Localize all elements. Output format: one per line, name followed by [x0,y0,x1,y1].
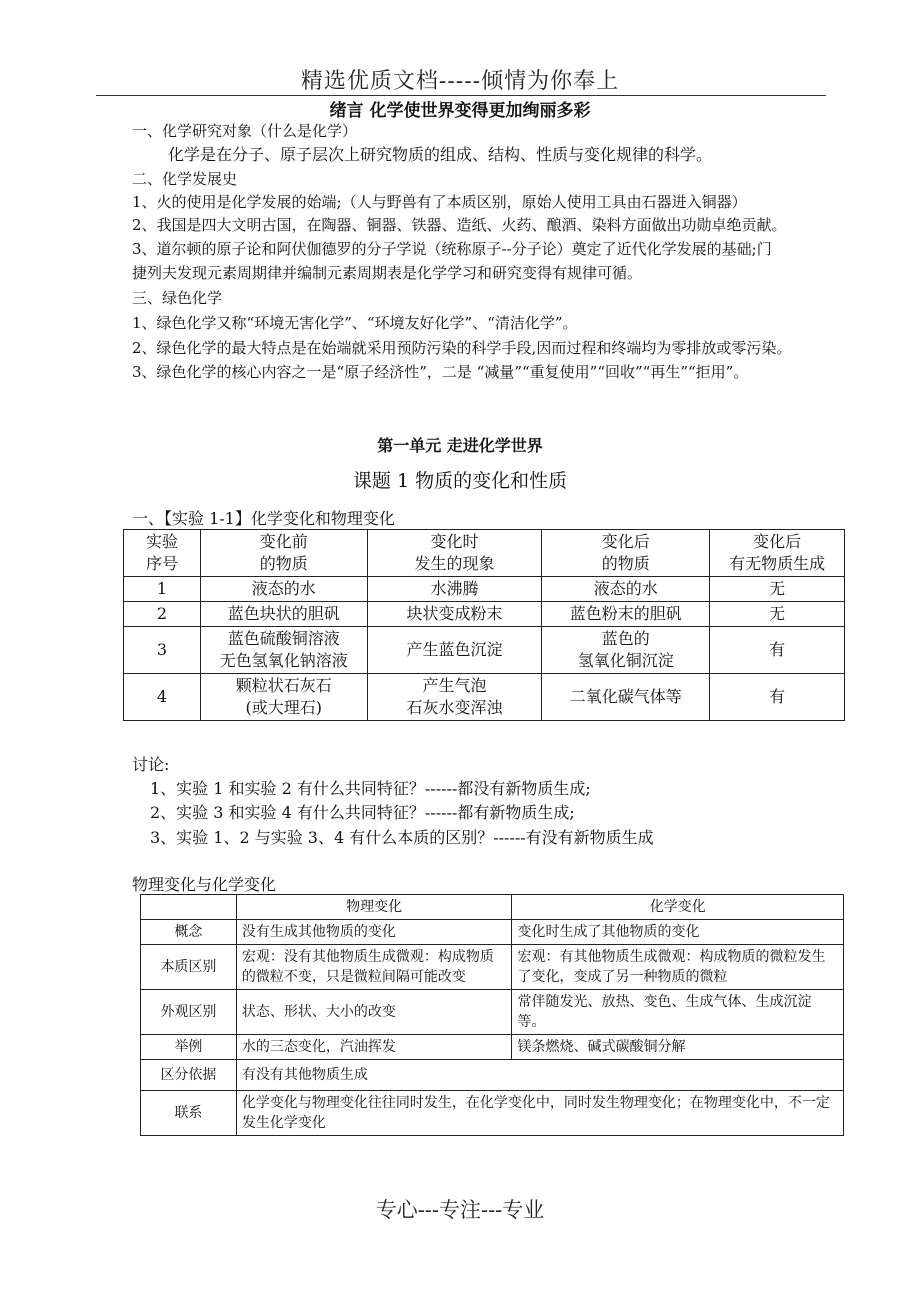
table-cell: 没有生成其他物质的变化 [236,920,512,945]
table-cell: 有 [710,674,845,721]
table-header-cell: 物理变化 [236,895,512,920]
row-label: 举例 [141,1035,237,1060]
row-label: 本质区别 [141,945,237,990]
table-cell: 状态、形状、大小的改变 [236,990,512,1035]
list-item: 捷列夫发现元素周期律并编制元素周期表是化学学习和研究变得有规律可循。 [132,264,643,282]
table-header-cell: 化学变化 [512,895,844,920]
list-item: 2、绿色化学的最大特点是在始端就采用预防污染的科学手段,因而过程和终端均为零排放或零污染。 [132,339,792,357]
list-item: 1、火的使用是化学发展的始端;（人与野兽有了本质区别，原始人使用工具由石器进入铜器） [132,193,747,211]
table-cell: 常伴随发光、放热、变色、生成气体、生成沉淀等。 [512,990,844,1035]
discussion-item: 2、实验 3 和实验 4 有什么共同特征？------都有新物质生成; [150,803,575,822]
table-header-cell: 变化前 的物质 [200,530,367,577]
table-cell: 宏观：有其他物质生成微观：构成物质的微粒发生了变化，变成了另一种物质的微粒 [512,945,844,990]
experiment-label: 一、【实验 1-1】化学变化和物理变化 [132,509,395,528]
table-cell: 变化时生成了其他物质的变化 [512,920,844,945]
table-cell: 化学变化与物理变化往往同时发生，在化学变化中，同时发生物理变化；在物理变化中，不一定发生化学变化 [236,1091,843,1136]
unit-title: 第一单元 走进化学世界 [377,436,543,455]
table-row [124,577,845,602]
table-row [141,1091,844,1136]
row-label: 外观区别 [141,990,237,1035]
table-cell: 水的三态变化，汽油挥发 [236,1035,512,1060]
table-header-cell: 变化后 的物质 [542,530,710,577]
discussion-item: 3、实验 1、2 与实验 3、4 有什么本质的区别？------有没有新物质生成 [150,828,654,847]
list-item: 3、绿色化学的核心内容之一是“原子经济性”，二是 “减量”“重复使用”“回收”“再生”“拒用”。 [132,363,749,381]
table-cell: 镁条燃烧、碱式碳酸铜分解 [512,1035,844,1060]
table-header-cell: 实验 序号 [124,530,201,577]
table-header-cell: 变化后 有无物质生成 [710,530,845,577]
page-footer: 专心---专注---专业 [375,1198,545,1222]
list-item: 3、道尔顿的原子论和阿伏伽德罗的分子学说（统称原子--分子论）奠定了近代化学发展的基础;门 [132,240,772,258]
table-header-row [124,530,845,577]
section-heading: 三、绿色化学 [132,289,223,307]
table-cell: 产生气泡 石灰水变浑浊 [367,674,542,721]
table-header-row [141,895,844,920]
table-header-cell [141,895,237,920]
table-cell: 有 [710,627,845,674]
table-cell: 2 [124,602,201,627]
list-item: 2、我国是四大文明古国，在陶器、铜器、铁器、造纸、火药、酿酒、染料方面做出功勋卓绝贡献。 [132,216,787,234]
comparison-label: 物理变化与化学变化 [132,875,277,894]
table-header-cell: 变化时 发生的现象 [367,530,542,577]
table-cell: 1 [124,577,201,602]
table-cell: 无 [710,602,845,627]
section-heading: 二、化学发展史 [132,170,238,188]
table-cell: 蓝色块状的胆矾 [200,602,367,627]
section-heading: 一、化学研究对象（什么是化学） [132,122,358,140]
table-cell: 产生蓝色沉淀 [367,627,542,674]
table-cell: 宏观：没有其他物质生成微观：构成物质的微粒不变，只是微粒间隔可能改变 [236,945,512,990]
table-cell: 液态的水 [542,577,710,602]
comparison-table [140,894,844,1136]
table-cell: 块状变成粉末 [367,602,542,627]
table-row [141,945,844,990]
table-cell: 无 [710,577,845,602]
page-header: 精选优质文档-----倾情为你奉上 [300,69,620,94]
table-cell: 液态的水 [200,577,367,602]
table-row [141,1060,844,1091]
table-row [124,674,845,721]
table-cell: 蓝色硫酸铜溶液 无色氢氧化钠溶液 [200,627,367,674]
table-cell: 蓝色的 氢氧化铜沉淀 [542,627,710,674]
table-cell: 蓝色粉末的胆矾 [542,602,710,627]
table-row [141,990,844,1035]
definition-text: 化学是在分子、原子层次上研究物质的组成、结构、性质与变化规律的科学。 [168,145,713,164]
table-row [141,1035,844,1060]
table-cell: 4 [124,674,201,721]
table-cell: 3 [124,627,201,674]
list-item: 1、绿色化学又称“环境无害化学”、“环境友好化学”、“清洁化学”。 [132,314,578,332]
table-row [124,602,845,627]
intro-title: 绪言 化学使世界变得更加绚丽多彩 [329,101,591,121]
discussion-item: 1、实验 1 和实验 2 有什么共同特征？------都没有新物质生成; [150,779,591,798]
row-label: 区分依据 [141,1060,237,1091]
table-cell: 颗粒状石灰石 (或大理石) [200,674,367,721]
lesson-title: 课题 1 物质的变化和性质 [352,470,568,492]
table-cell: 有没有其他物质生成 [236,1060,843,1091]
row-label: 概念 [141,920,237,945]
table-cell: 二氧化碳气体等 [542,674,710,721]
row-label: 联系 [141,1091,237,1136]
table-row [141,920,844,945]
experiment-table [123,529,845,721]
table-cell: 水沸腾 [367,577,542,602]
table-row [124,627,845,674]
discussion-title: 讨论: [132,755,170,774]
